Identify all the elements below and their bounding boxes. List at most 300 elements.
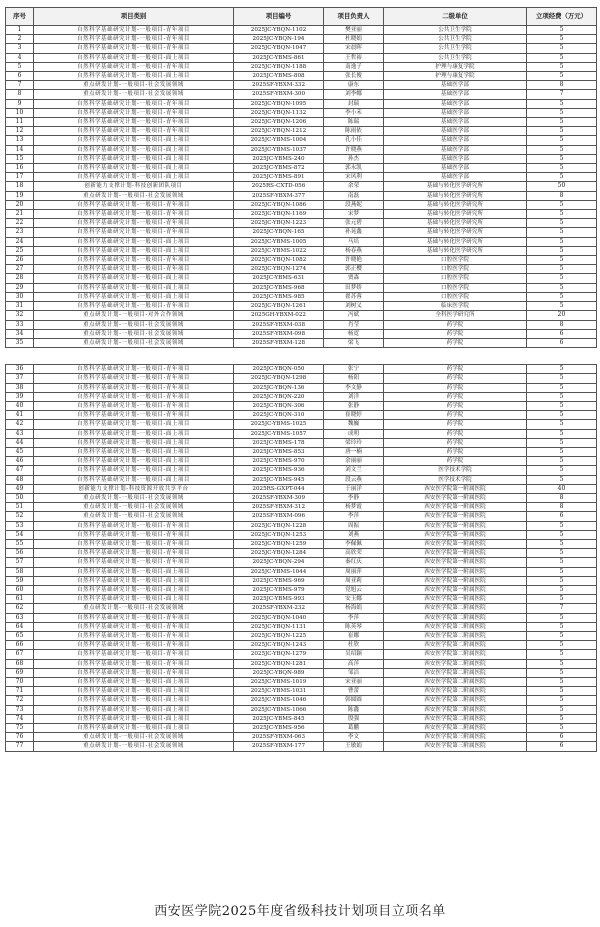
cell-seq: 40	[6, 401, 34, 410]
cell-category: 重点研发计划-一般项目-社会发展领域	[34, 742, 234, 751]
cell-category: 自然科学基础研究计划-一般项目-青年项目	[34, 99, 234, 108]
table-row	[6, 696, 597, 705]
cell-category: 自然科学基础研究计划-一般项目-青年项目	[34, 210, 234, 219]
cell-unit: 西安医学院第一附属医院	[384, 512, 527, 521]
cell-unit: 西安医学院第二附属医院	[384, 632, 527, 641]
cell-category: 自然科学基础研究计划-一般项目-面上项目	[34, 724, 234, 733]
table-row	[6, 678, 597, 687]
cell-leader: 南逸子	[324, 62, 384, 71]
cell-project-id: 2025SF-YBXM-098	[234, 329, 324, 338]
cell-project-id: 2025SF-YBXM-177	[234, 742, 324, 751]
cell-category: 自然科学基础研究计划-一般项目-面上项目	[34, 145, 234, 154]
table-row	[6, 365, 597, 374]
project-table	[5, 7, 597, 752]
document-title: 西安医学院2025年度省级科技计划项目立项名单	[154, 904, 446, 919]
table-row	[6, 237, 597, 246]
cell-funding: 5	[527, 145, 597, 154]
cell-unit: 基础与转化医学研究所	[384, 228, 527, 237]
cell-unit: 西安医学院第二附属医院	[384, 650, 527, 659]
cell-category: 重点研发计划-一般项目-社会发展领域	[34, 512, 234, 521]
cell-project-id: 2025JC-YBMS-1004	[234, 136, 324, 145]
cell-leader: 陈英琴	[324, 622, 384, 631]
cell-unit: 口腔医学院	[384, 265, 527, 274]
cell-unit: 基础与转化医学研究所	[384, 210, 527, 219]
cell-category: 自然科学基础研究计划-一般项目-青年项目	[34, 659, 234, 668]
table-row	[6, 154, 597, 163]
cell-leader: 余丽丽	[324, 457, 384, 466]
cell-project-id: 2025JC-YBMS-945	[234, 475, 324, 484]
cell-project-id: 2025JC-YBMS-853	[234, 447, 324, 456]
cell-funding: 5	[527, 457, 597, 466]
cell-unit: 口腔医学院	[384, 256, 527, 265]
cell-unit: 药学院	[384, 429, 527, 438]
cell-unit: 药学院	[384, 401, 527, 410]
cell-project-id: 2025JC-YBQN-1274	[234, 265, 324, 274]
cell-funding: 5	[527, 567, 597, 576]
cell-funding: 5	[527, 265, 597, 274]
cell-category: 自然科学基础研究计划-一般项目-面上项目	[34, 705, 234, 714]
cell-leader: 吴绍颖	[324, 650, 384, 659]
cell-unit: 西安医学院第一附属医院	[384, 595, 527, 604]
cell-category: 自然科学基础研究计划-一般项目-青年项目	[34, 539, 234, 548]
table-row	[6, 457, 597, 466]
table-row	[6, 283, 597, 292]
table-row	[6, 383, 597, 392]
cell-unit: 基础医学部	[384, 90, 527, 99]
table-row	[6, 632, 597, 641]
table-row	[6, 549, 597, 558]
cell-leader: 于丽洋	[324, 484, 384, 493]
cell-funding: 20	[527, 311, 597, 320]
cell-funding: 7	[527, 90, 597, 99]
cell-project-id: 2025JC-YBQN-1284	[234, 549, 324, 558]
cell-funding: 5	[527, 585, 597, 594]
cell-project-id: 2025JC-YBQN-1261	[234, 302, 324, 311]
cell-category: 自然科学基础研究计划-一般项目-青年项目	[34, 62, 234, 71]
cell-funding: 5	[527, 438, 597, 447]
cell-leader: 张静	[324, 401, 384, 410]
cell-leader: 许晓燕	[324, 145, 384, 154]
cell-seq: 32	[6, 311, 34, 320]
cell-leader: 崔娜	[324, 632, 384, 641]
cell-leader: 刘文兰	[324, 466, 384, 475]
cell-unit: 基础医学部	[384, 145, 527, 154]
cell-leader: 成明	[324, 429, 384, 438]
cell-category: 自然科学基础研究计划-一般项目-面上项目	[34, 420, 234, 429]
cell-funding: 5	[527, 127, 597, 136]
cell-category: 自然科学基础研究计划-一般项目-青年项目	[34, 549, 234, 558]
cell-seq: 74	[6, 714, 34, 723]
cell-leader: 周丽萍	[324, 567, 384, 576]
cell-leader: 周亚莉	[324, 576, 384, 585]
cell-project-id: 2025JC-YBQN-050	[234, 365, 324, 374]
table-row	[6, 265, 597, 274]
cell-category: 自然科学基础研究计划-一般项目-青年项目	[34, 302, 234, 311]
cell-seq: 15	[6, 154, 34, 163]
cell-category: 自然科学基础研究计划-一般项目-青年项目	[34, 613, 234, 622]
table-row	[6, 338, 597, 347]
cell-category: 重点研发计划-一般项目-社会发展领域	[34, 503, 234, 512]
cell-unit: 公共卫生学院	[384, 44, 527, 53]
table-row	[6, 145, 597, 154]
cell-leader: 张宁	[324, 365, 384, 374]
cell-project-id: 2025JC-YBMS-1057	[234, 429, 324, 438]
cell-category: 重点研发计划-一般项目-社会发展领域	[34, 320, 234, 329]
cell-category: 自然科学基础研究计划-一般项目-面上项目	[34, 475, 234, 484]
cell-category: 重点研发计划-一般项目-对外合作领域	[34, 311, 234, 320]
table-row	[6, 493, 597, 502]
cell-unit: 护理与康复学院	[384, 72, 527, 81]
cell-category: 自然科学基础研究计划-一般项目-面上项目	[34, 53, 234, 62]
cell-funding: 5	[527, 420, 597, 429]
cell-funding: 5	[527, 632, 597, 641]
table-row	[6, 311, 597, 320]
cell-funding: 8	[527, 81, 597, 90]
cell-unit: 西安医学院第二附属医院	[384, 622, 527, 631]
cell-category: 自然科学基础研究计划-一般项目-面上项目	[34, 585, 234, 594]
cell-project-id: 2025JC-YBQN-310	[234, 411, 324, 420]
cell-category: 自然科学基础研究计划-一般项目-青年项目	[34, 127, 234, 136]
cell-leader: 孙晃鑫	[324, 228, 384, 237]
cell-category: 自然科学基础研究计划-一般项目-青年项目	[34, 668, 234, 677]
table-row	[6, 164, 597, 173]
table-row	[6, 26, 597, 35]
cell-funding: 5	[527, 108, 597, 117]
cell-unit: 西安医学院第一附属医院	[384, 567, 527, 576]
table-row	[6, 256, 597, 265]
table-row	[6, 742, 597, 751]
cell-category: 自然科学基础研究计划-一般项目-面上项目	[34, 678, 234, 687]
table-row	[6, 659, 597, 668]
cell-project-id: 2025JC-YBQN-1212	[234, 127, 324, 136]
cell-project-id: 2025JC-YBMS-240	[234, 154, 324, 163]
cell-project-id: 2025JC-YBQN-1223	[234, 219, 324, 228]
cell-seq: 46	[6, 457, 34, 466]
cell-project-id: 2025JC-YBMS-845	[234, 714, 324, 723]
cell-seq: 17	[6, 173, 34, 182]
cell-seq: 9	[6, 99, 34, 108]
cell-leader: 南磊	[324, 191, 384, 200]
cell-category: 创新能力支撑计划-科技创新团队项目	[34, 182, 234, 191]
cell-funding: 5	[527, 622, 597, 631]
cell-unit: 西安医学院第二附属医院	[384, 687, 527, 696]
cell-seq: 60	[6, 585, 34, 594]
table-row	[6, 53, 597, 62]
table-row	[6, 219, 597, 228]
cell-funding: 5	[527, 530, 597, 539]
cell-unit: 西安医学院第二附属医院	[384, 678, 527, 687]
cell-project-id: 2025JC-YBQN-1253	[234, 530, 324, 539]
cell-leader: 田梦娇	[324, 283, 384, 292]
table-row	[6, 411, 597, 420]
cell-seq: 58	[6, 567, 34, 576]
cell-seq: 7	[6, 81, 34, 90]
cell-unit: 西安医学院第一附属医院	[384, 558, 527, 567]
cell-leader: 安玉娜	[324, 595, 384, 604]
table-row	[6, 274, 597, 283]
cell-unit: 药学院	[384, 438, 527, 447]
cell-funding: 5	[527, 219, 597, 228]
cell-unit: 基础医学部	[384, 154, 527, 163]
cell-project-id: 2025JC-YBQN-306	[234, 401, 324, 410]
cell-funding: 50	[527, 182, 597, 191]
cell-category: 自然科学基础研究计划-一般项目-面上项目	[34, 274, 234, 283]
table-row	[6, 484, 597, 493]
cell-project-id: 2025JC-YBMS-1066	[234, 705, 324, 714]
cell-seq: 33	[6, 320, 34, 329]
cell-funding: 5	[527, 613, 597, 622]
cell-project-id: 2025JC-YBQN-294	[234, 558, 324, 567]
header-project-id: 项目编号	[234, 8, 324, 26]
cell-funding: 5	[527, 53, 597, 62]
cell-project-id: 2025JC-YBMS-970	[234, 457, 324, 466]
cell-funding: 6	[527, 338, 597, 347]
cell-leader: 杨海娟	[324, 604, 384, 613]
cell-funding: 5	[527, 374, 597, 383]
table-row	[6, 35, 597, 44]
cell-project-id: 2025JC-YBMS-808	[234, 72, 324, 81]
cell-funding: 5	[527, 641, 597, 650]
cell-funding: 5	[527, 401, 597, 410]
cell-unit: 基础医学部	[384, 99, 527, 108]
cell-seq: 22	[6, 219, 34, 228]
cell-leader: 肖莹	[324, 320, 384, 329]
cell-leader: 张元碧	[324, 219, 384, 228]
cell-category: 自然科学基础研究计划-一般项目-青年项目	[34, 650, 234, 659]
cell-category: 自然科学基础研究计划-一般项目-青年项目	[34, 200, 234, 209]
table-row	[6, 585, 597, 594]
cell-leader: 秦红庆	[324, 558, 384, 567]
cell-project-id: 2025JC-YBMS-1046	[234, 696, 324, 705]
cell-unit: 基础与转化医学研究所	[384, 237, 527, 246]
cell-project-id: 2025JC-YBQN-1132	[234, 108, 324, 117]
cell-category: 自然科学基础研究计划-一般项目-面上项目	[34, 696, 234, 705]
cell-leader: 宋风利	[324, 173, 384, 182]
cell-seq: 71	[6, 687, 34, 696]
table-row	[6, 62, 597, 71]
cell-leader: 封瑞	[324, 99, 384, 108]
cell-unit: 基础医学部	[384, 108, 527, 117]
cell-unit: 临床医学院	[384, 302, 527, 311]
cell-funding: 8	[527, 191, 597, 200]
cell-funding: 5	[527, 44, 597, 53]
cell-funding: 5	[527, 72, 597, 81]
cell-unit: 西安医学院第二附属医院	[384, 705, 527, 714]
cell-seq: 37	[6, 374, 34, 383]
cell-project-id: 2025SF-YBXM-096	[234, 512, 324, 521]
cell-leader: 李静	[324, 493, 384, 502]
cell-unit: 西安医学院第一附属医院	[384, 521, 527, 530]
cell-leader: 刘李娜	[324, 90, 384, 99]
cell-category: 自然科学基础研究计划-一般项目-面上项目	[34, 714, 234, 723]
cell-project-id: 2025SF-YBXM-232	[234, 604, 324, 613]
cell-project-id: 2025JC-YBMS-936	[234, 466, 324, 475]
cell-project-id: 2025JC-YBQN-1082	[234, 256, 324, 265]
table-row	[6, 687, 597, 696]
cell-category: 自然科学基础研究计划-一般项目-青年项目	[34, 374, 234, 383]
cell-category: 自然科学基础研究计划-一般项目-青年项目	[34, 228, 234, 237]
cell-seq: 4	[6, 53, 34, 62]
cell-category: 重点研发计划-一般项目-社会发展领域	[34, 733, 234, 742]
cell-seq: 75	[6, 724, 34, 733]
cell-category: 自然科学基础研究计划-一般项目-青年项目	[34, 632, 234, 641]
table-row	[6, 724, 597, 733]
cell-leader: 樊亚丽	[324, 26, 384, 35]
cell-seq: 62	[6, 604, 34, 613]
cell-unit: 西安医学院第三附属医院	[384, 733, 527, 742]
cell-unit: 基础与转化医学研究所	[384, 246, 527, 255]
cell-leader: 邹洁	[324, 668, 384, 677]
cell-category: 自然科学基础研究计划-一般项目-青年项目	[34, 365, 234, 374]
cell-seq: 59	[6, 576, 34, 585]
table-row	[6, 576, 597, 585]
cell-funding: 5	[527, 595, 597, 604]
cell-category: 自然科学基础研究计划-一般项目-面上项目	[34, 576, 234, 585]
cell-category: 自然科学基础研究计划-一般项目-青年项目	[34, 411, 234, 420]
cell-project-id: 2025JC-YBMS-1025	[234, 420, 324, 429]
cell-funding: 6	[527, 742, 597, 751]
cell-leader: 杨霓	[324, 329, 384, 338]
table-row	[6, 90, 597, 99]
cell-category: 自然科学基础研究计划-一般项目-面上项目	[34, 237, 234, 246]
cell-seq: 73	[6, 705, 34, 714]
cell-seq: 13	[6, 136, 34, 145]
cell-seq: 31	[6, 302, 34, 311]
cell-funding: 7	[527, 604, 597, 613]
table-row	[6, 374, 597, 383]
cell-seq: 41	[6, 411, 34, 420]
cell-project-id: 2025JC-YBQN-1298	[234, 374, 324, 383]
cell-funding: 5	[527, 26, 597, 35]
cell-project-id: 2025JC-YBMS-985	[234, 292, 324, 301]
cell-unit: 西安医学院第二附属医院	[384, 668, 527, 677]
cell-funding: 8	[527, 503, 597, 512]
cell-unit: 医学技术学院	[384, 466, 527, 475]
cell-category: 自然科学基础研究计划-一般项目-面上项目	[34, 595, 234, 604]
cell-unit: 护理与康复学院	[384, 62, 527, 71]
cell-project-id: 2025JC-YBQN-1086	[234, 200, 324, 209]
cell-unit: 基础医学部	[384, 136, 527, 145]
cell-funding: 6	[527, 733, 597, 742]
cell-category: 自然科学基础研究计划-一般项目-青年项目	[34, 383, 234, 392]
cell-unit: 全科医学研究所	[384, 311, 527, 320]
table-row	[6, 668, 597, 677]
cell-leader: 梁玲玲	[324, 438, 384, 447]
table-row	[6, 521, 597, 530]
cell-funding: 40	[527, 484, 597, 493]
cell-category: 自然科学基础研究计划-一般项目-面上项目	[34, 447, 234, 456]
cell-leader: 高萍	[324, 659, 384, 668]
cell-unit: 基础医学部	[384, 127, 527, 136]
cell-leader: 李萍	[324, 512, 384, 521]
cell-leader: 陈瑞	[324, 118, 384, 127]
cell-seq: 52	[6, 512, 34, 521]
cell-unit: 药学院	[384, 447, 527, 456]
cell-project-id: 2025JC-YBQN-1131	[234, 622, 324, 631]
cell-unit: 基础与转化医学研究所	[384, 191, 527, 200]
cell-leader: 魏巍	[324, 420, 384, 429]
cell-funding: 5	[527, 35, 597, 44]
cell-category: 自然科学基础研究计划-一般项目-青年项目	[34, 641, 234, 650]
cell-project-id: 2025JC-YBQN-1281	[234, 659, 324, 668]
table-row	[6, 650, 597, 659]
cell-unit: 药学院	[384, 383, 527, 392]
cell-unit: 西安医学院第一附属医院	[384, 503, 527, 512]
cell-funding: 6	[527, 329, 597, 338]
cell-seq: 38	[6, 383, 34, 392]
cell-unit: 基础医学部	[384, 81, 527, 90]
cell-seq: 61	[6, 595, 34, 604]
cell-category: 自然科学基础研究计划-一般项目-青年项目	[34, 530, 234, 539]
cell-unit: 药学院	[384, 329, 527, 338]
table-row	[6, 420, 597, 429]
table-row	[6, 173, 597, 182]
cell-seq: 21	[6, 210, 34, 219]
cell-leader: 宋晨晖	[324, 44, 384, 53]
cell-funding: 8	[527, 493, 597, 502]
cell-funding: 5	[527, 154, 597, 163]
cell-unit: 公共卫生学院	[384, 35, 527, 44]
table-row	[6, 401, 597, 410]
cell-seq: 49	[6, 484, 34, 493]
cell-category: 自然科学基础研究计划-一般项目-青年项目	[34, 558, 234, 567]
cell-project-id: 2025JC-YBQN-194	[234, 35, 324, 44]
cell-category: 自然科学基础研究计划-一般项目-面上项目	[34, 72, 234, 81]
cell-unit: 基础医学部	[384, 173, 527, 182]
cell-seq: 76	[6, 733, 34, 742]
cell-unit: 西安医学院第一附属医院	[384, 585, 527, 594]
cell-leader: 李文静	[324, 383, 384, 392]
cell-leader: 李萍	[324, 613, 384, 622]
cell-seq: 23	[6, 228, 34, 237]
cell-funding: 5	[527, 228, 597, 237]
cell-project-id: 2025SF-YBXM-377	[234, 191, 324, 200]
cell-unit: 西安医学院第一附属医院	[384, 530, 527, 539]
cell-seq: 2	[6, 35, 34, 44]
table-row	[6, 246, 597, 255]
table-row	[6, 503, 597, 512]
cell-leader: 宋亚丽	[324, 678, 384, 687]
cell-seq: 28	[6, 274, 34, 283]
table-row	[6, 329, 597, 338]
cell-seq: 39	[6, 392, 34, 401]
cell-seq: 35	[6, 338, 34, 347]
table-body-part2	[6, 365, 597, 752]
cell-project-id: 2025JC-YBQN-165	[234, 228, 324, 237]
cell-category: 重点研发计划-一般项目-社会发展领域	[34, 90, 234, 99]
cell-seq: 24	[6, 237, 34, 246]
cell-leader: 李小禾	[324, 108, 384, 117]
cell-funding: 5	[527, 724, 597, 733]
cell-leader: 郭永凯	[324, 164, 384, 173]
table-row	[6, 622, 597, 631]
cell-category: 自然科学基础研究计划-一般项目-面上项目	[34, 164, 234, 173]
table-row	[6, 429, 597, 438]
cell-seq: 25	[6, 246, 34, 255]
cell-leader: 王哲裕	[324, 53, 384, 62]
cell-project-id: 2025JC-YBMS-1044	[234, 567, 324, 576]
cell-unit: 基础与转化医学研究所	[384, 182, 527, 191]
header-seq: 序号	[6, 8, 34, 26]
cell-seq: 18	[6, 182, 34, 191]
cell-seq: 72	[6, 696, 34, 705]
cell-project-id: 2025JC-YBMS-178	[234, 438, 324, 447]
cell-funding: 5	[527, 302, 597, 311]
cell-unit: 药学院	[384, 420, 527, 429]
table-row	[6, 200, 597, 209]
cell-project-id: 2025GH-YBXM-022	[234, 311, 324, 320]
cell-funding: 5	[527, 200, 597, 209]
